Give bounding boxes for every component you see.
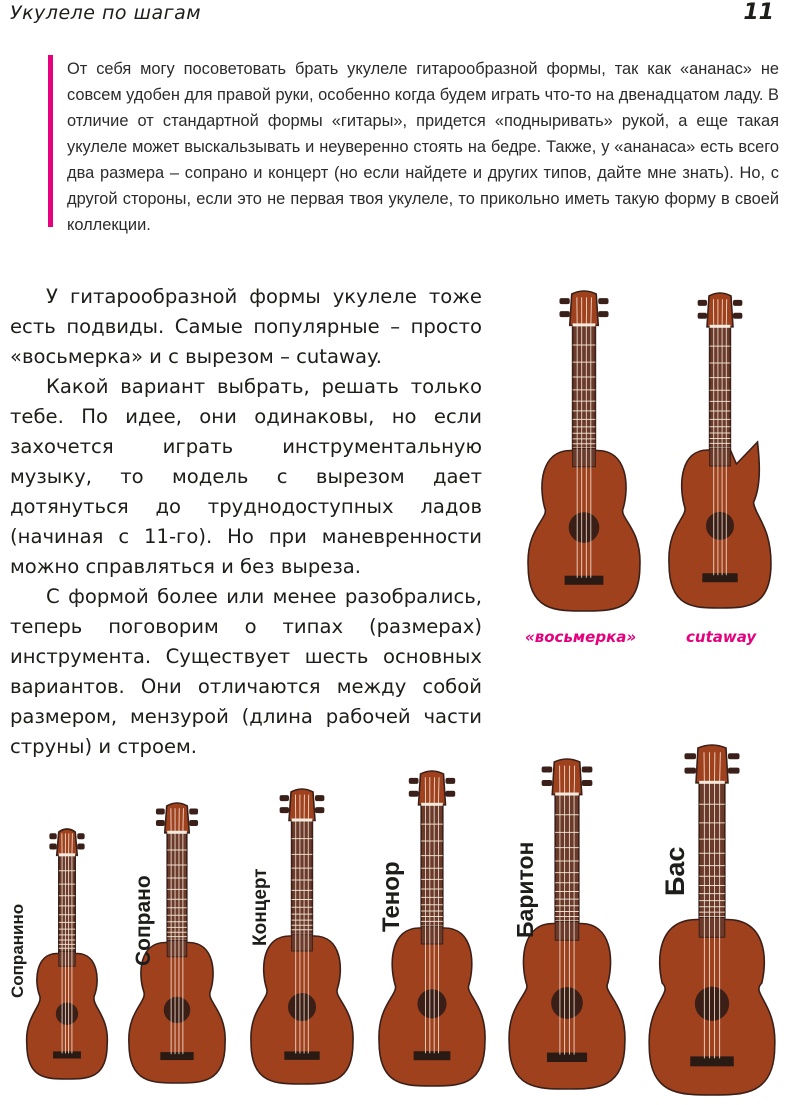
tuning-peg bbox=[409, 791, 419, 797]
label-tenor: Тенор bbox=[378, 861, 405, 932]
fretboard-end bbox=[292, 934, 313, 951]
sound-hole bbox=[418, 990, 446, 1018]
string-head bbox=[726, 299, 727, 327]
tuning-peg bbox=[156, 820, 165, 826]
tuning-peg bbox=[598, 311, 608, 317]
string-head bbox=[438, 777, 439, 805]
tuning-peg bbox=[49, 833, 56, 839]
bridge bbox=[160, 1052, 193, 1060]
paragraph-1: У гитарообразной формы укулеле тоже есть подвиды. Самые популярные – просто «восьмерка» и с вырезом – cutaway. bbox=[10, 285, 482, 368]
tuning-peg bbox=[77, 844, 84, 850]
headstock bbox=[552, 759, 582, 795]
tuning-peg bbox=[684, 753, 696, 759]
main-text bbox=[10, 282, 482, 762]
nut bbox=[710, 325, 731, 328]
fretboard bbox=[292, 821, 313, 952]
label-soprano: Сопрано bbox=[132, 875, 155, 966]
fretboard bbox=[421, 805, 443, 944]
tuning-peg bbox=[49, 844, 56, 850]
label-concert: Концерт bbox=[250, 868, 271, 946]
sound-hole bbox=[569, 513, 599, 543]
nut bbox=[573, 323, 596, 326]
paragraph-3: С формой более или менее разобрались, теперь поговорим о типах (размерах) инструмента. Существует шесть основных вариантов. Они отличаются между собой размером, мензурой (длина рабочей части струны) и строем. bbox=[10, 585, 482, 758]
fretboard-end bbox=[710, 448, 731, 466]
bridge bbox=[690, 1056, 734, 1066]
bridge bbox=[53, 1051, 81, 1058]
sound-hole bbox=[164, 997, 189, 1022]
fretboard bbox=[710, 327, 731, 466]
fretboard bbox=[59, 855, 75, 966]
ukulele-cutaway-illustration bbox=[668, 290, 772, 610]
tuning-peg bbox=[598, 298, 608, 304]
headstock bbox=[696, 745, 728, 783]
tuning-peg bbox=[733, 300, 742, 306]
tuning-peg bbox=[189, 820, 198, 826]
sound-hole bbox=[695, 987, 728, 1020]
ukulele-sopranino-illustration bbox=[26, 826, 108, 1081]
tuning-peg bbox=[409, 778, 419, 784]
paragraph-2: Какой вариант выбрать, решать только тебе. По идее, они одинаковы, но если захочется играть инструментальную музыку, то модель с вырезом дает дотянуться до труднодоступных ладов (начиная с 11-го). Но при маневренности можно справляться и без выреза. bbox=[10, 375, 482, 578]
fretboard bbox=[555, 795, 579, 941]
bridge bbox=[702, 573, 737, 582]
nut bbox=[292, 819, 313, 822]
tuning-peg bbox=[684, 768, 696, 774]
label-sopranino: Сопранино bbox=[8, 903, 27, 998]
callout-box bbox=[48, 55, 780, 234]
fretboard-end bbox=[421, 926, 443, 944]
nut bbox=[167, 831, 187, 834]
fretboard-end bbox=[699, 918, 725, 938]
fretboard-end bbox=[167, 941, 187, 957]
bridge bbox=[414, 1051, 451, 1060]
tuning-peg bbox=[559, 298, 569, 304]
string-head bbox=[591, 297, 592, 325]
tuning-peg bbox=[582, 780, 593, 786]
tuning-peg bbox=[77, 833, 84, 839]
fretboard bbox=[167, 833, 187, 957]
fretboard bbox=[573, 325, 596, 466]
tuning-peg bbox=[156, 808, 165, 814]
tuning-peg bbox=[698, 313, 707, 319]
tuning-peg bbox=[446, 778, 456, 784]
tuning-peg bbox=[733, 313, 742, 319]
tuning-peg bbox=[315, 795, 324, 801]
tuning-peg bbox=[582, 766, 593, 772]
caption-figure-eight: «восьмерка» bbox=[525, 628, 637, 646]
tuning-peg bbox=[559, 311, 569, 317]
ukulele-bass-illustration bbox=[648, 742, 776, 1097]
tuning-peg bbox=[315, 807, 324, 813]
nut bbox=[699, 781, 725, 784]
ukulele-figure-eight-illustration bbox=[527, 288, 641, 613]
headstock bbox=[419, 771, 446, 805]
tuning-peg bbox=[728, 753, 740, 759]
caption-cutaway: cutaway bbox=[686, 628, 757, 646]
bridge bbox=[565, 576, 604, 585]
page-number: 11 bbox=[743, 0, 774, 25]
headstock bbox=[570, 291, 599, 325]
fretboard-end bbox=[555, 922, 579, 941]
tuning-peg bbox=[280, 807, 289, 813]
sound-hole bbox=[706, 512, 733, 539]
headstock bbox=[57, 829, 78, 855]
bridge bbox=[547, 1053, 587, 1062]
sound-hole bbox=[552, 988, 583, 1019]
tuning-peg bbox=[189, 808, 198, 814]
running-title: Укулеле по шагам bbox=[10, 2, 202, 24]
fretboard-end bbox=[573, 449, 596, 467]
fretboard bbox=[699, 783, 725, 937]
tuning-peg bbox=[728, 768, 740, 774]
sound-hole bbox=[56, 1003, 77, 1024]
string-head bbox=[308, 795, 309, 821]
nut bbox=[59, 853, 75, 856]
bridge bbox=[284, 1051, 319, 1059]
headstock bbox=[165, 803, 190, 833]
tuning-peg bbox=[446, 791, 456, 797]
tuning-peg bbox=[542, 766, 553, 772]
headstock bbox=[707, 293, 733, 327]
tuning-peg bbox=[698, 300, 707, 306]
sound-hole bbox=[288, 994, 315, 1021]
fretboard-end bbox=[59, 952, 75, 967]
headstock bbox=[289, 789, 315, 821]
label-bass: Бас bbox=[660, 846, 690, 896]
tuning-peg bbox=[542, 780, 553, 786]
label-baritone: Баритон bbox=[512, 841, 538, 938]
callout-text: От себя могу посоветовать брать укулеле гитарообразной формы, так как «ананас» не совсем удобен для правой руки, особенно когда будем играть что-то на двенадцатом ладу. В отличие от стандартной формы «гитары», придется «подныривать» рукой, а еще такая укулеле может выскальзывать и неуверенно стоять на бедре. Также, у «ананаса» есть всего два размера – сопрано и концерт (но если найдете и других типов, дайте мне знать). Но, с другой стороны, если это не первая твоя укулеле, то прикольно иметь такую форму в своей коллекции. bbox=[67, 60, 779, 234]
nut bbox=[555, 793, 579, 796]
tuning-peg bbox=[280, 795, 289, 801]
nut bbox=[421, 803, 443, 806]
